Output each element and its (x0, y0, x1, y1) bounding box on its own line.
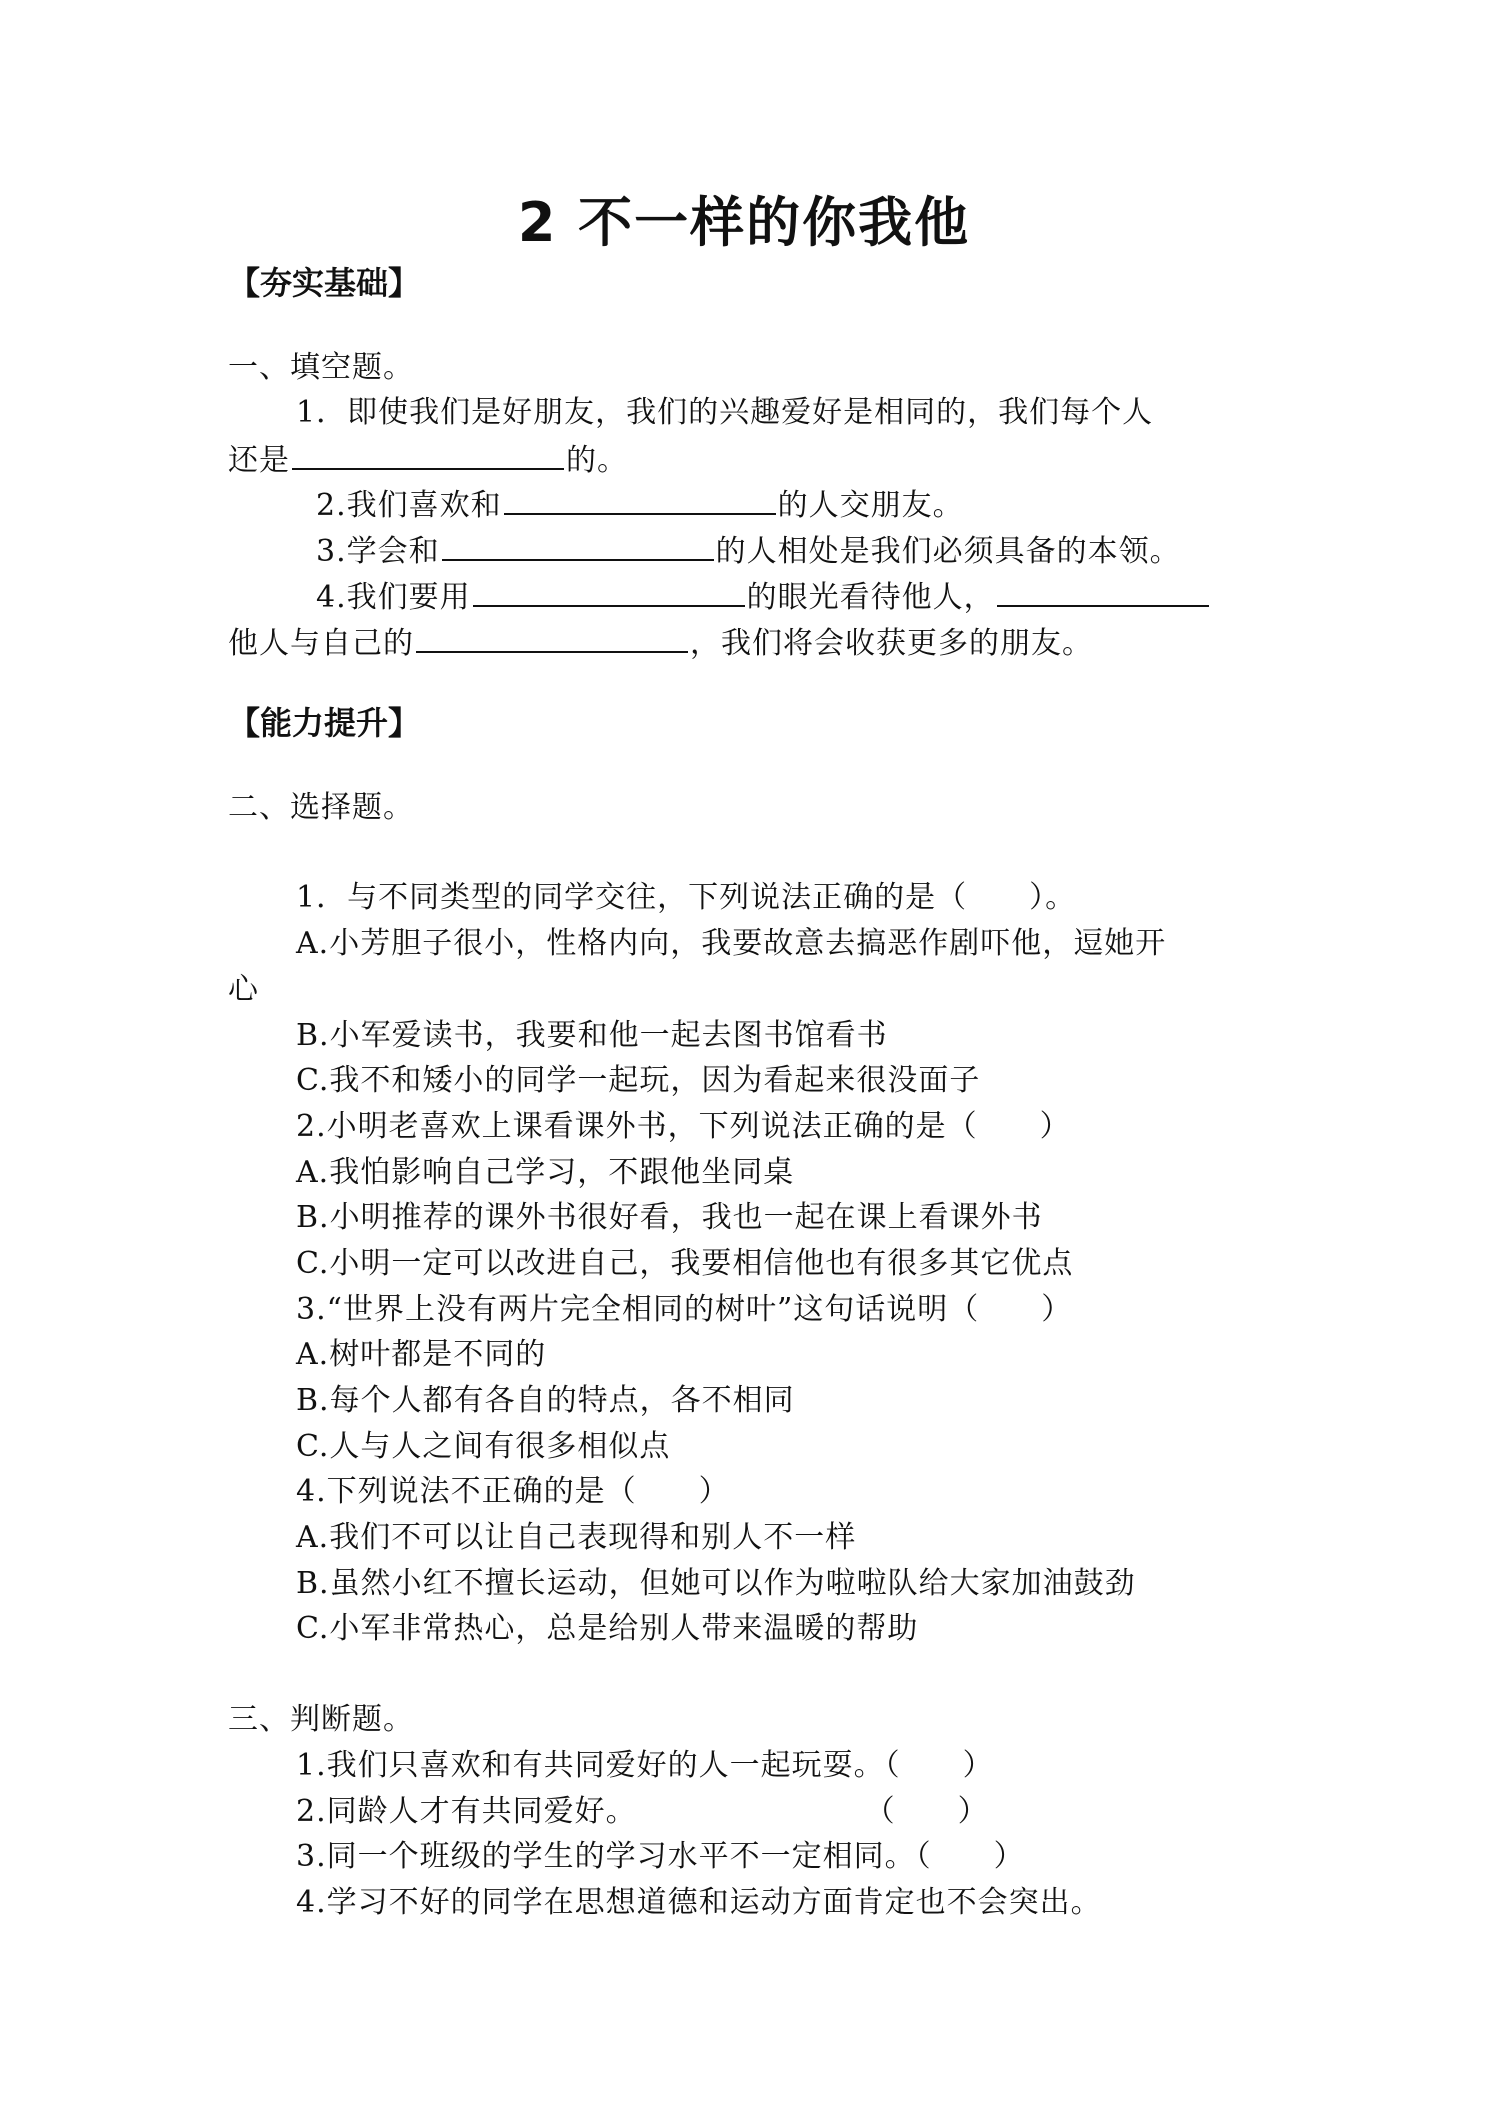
choice-q4: 4.下列说法不正确的是（ ） (296, 1474, 730, 1509)
choice-q3: 3.“世界上没有两片完全相同的树叶”这句话说明（ ） (296, 1292, 1073, 1327)
fill-q1-blank[interactable] (292, 438, 564, 470)
fill-q4-line2-suffix: ，我们将会收获更多的朋友。 (690, 626, 1093, 661)
choice-heading: 二、选择题。 (228, 790, 414, 825)
fill-q3-prefix: 3.学会和 (316, 534, 440, 569)
judge-q1: 1.我们只喜欢和有共同爱好的人一起玩耍。（ ） (296, 1748, 994, 1783)
choice-q2: 2.小明老喜欢上课看课外书，下列说法正确的是（ ） (296, 1109, 1071, 1144)
choice-q3-option-b[interactable]: B.每个人都有各自的特点，各不相同 (296, 1383, 795, 1418)
page-title: 2 不一样的你我他 (517, 191, 971, 254)
choice-q2-option-b[interactable]: B.小明推荐的课外书很好看，我也一起在课上看课外书 (296, 1200, 1043, 1235)
section-basic-heading: 【夯实基础】 (228, 264, 421, 302)
choice-q4-option-c[interactable]: C.小军非常热心，总是给别人带来温暖的帮助 (296, 1611, 919, 1646)
fill-q1-line1: 1．即使我们是好朋友，我们的兴趣爱好是相同的，我们每个人 (296, 395, 1154, 430)
fill-q4-line1 (316, 575, 1211, 618)
fill-q2-suffix: 的人交朋友。 (777, 488, 964, 523)
choice-q2-option-c[interactable]: C.小明一定可以改进自己，我要相信他也有很多其它优点 (296, 1246, 1074, 1281)
fill-q4-line2 (228, 621, 1093, 664)
fill-q4-middle: 的眼光看待他人， (746, 580, 995, 615)
fill-q1-suffix: 的。 (566, 443, 628, 478)
fill-q3-suffix: 的人相处是我们必须具备的本领。 (715, 534, 1181, 569)
choice-q3-option-c[interactable]: C.人与人之间有很多相似点 (296, 1429, 671, 1464)
fill-q2 (316, 483, 964, 526)
judge-q2 (296, 1792, 989, 1832)
judge-q4: 4.学习不好的同学在思想道德和运动方面肯定也不会突出。 (296, 1885, 1102, 1920)
fill-q2-prefix: 2.我们喜欢和 (316, 488, 502, 523)
fill-q4-blank-3[interactable] (416, 621, 688, 653)
fill-q3 (316, 529, 1181, 572)
choice-q1-option-c[interactable]: C.我不和矮小的同学一起玩，因为看起来很没面子 (296, 1063, 981, 1098)
choice-q1-option-a-line1[interactable]: A.小芳胆子很小，性格内向，我要故意去搞恶作剧吓他，逗她开 (296, 926, 1167, 961)
choice-q4-option-a[interactable]: A.我们不可以让自己表现得和别人不一样 (296, 1520, 857, 1555)
choice-q1: 1．与不同类型的同学交往，下列说法正确的是（ ）。 (296, 880, 1077, 915)
fill-q1-prefix: 还是 (228, 443, 290, 478)
judge-heading: 三、判断题。 (228, 1702, 414, 1737)
choice-q1-option-b[interactable]: B.小军爱读书，我要和他一起去图书馆看书 (296, 1018, 888, 1053)
fill-q1-line2 (228, 438, 628, 481)
choice-q4-option-b[interactable]: B.虽然小红不擅长运动，但她可以作为啦啦队给大家加油鼓劲 (296, 1566, 1136, 1601)
choice-q2-option-a[interactable]: A.我怕影响自己学习，不跟他坐同桌 (296, 1155, 795, 1190)
choice-q1-option-a-line2[interactable]: 心 (228, 972, 259, 1007)
section-advance-heading: 【能力提升】 (228, 704, 421, 742)
fill-q2-blank[interactable] (504, 483, 776, 515)
fill-q3-blank[interactable] (442, 529, 714, 561)
fill-heading: 一、填空题。 (228, 350, 414, 385)
fill-q4-line2-prefix: 他人与自己的 (228, 626, 414, 661)
fill-q4-prefix: 4.我们要用 (316, 580, 471, 615)
fill-q4-blank-1[interactable] (473, 575, 745, 607)
fill-q4-blank-2[interactable] (997, 575, 1209, 607)
judge-q3: 3.同一个班级的学生的学习水平不一定相同。（ ） (296, 1839, 1025, 1874)
judge-q2-text: 2.同龄人才有共同爱好。 (296, 1794, 637, 1829)
judge-q2-paren[interactable]: （ ） (864, 1794, 989, 1829)
choice-q3-option-a[interactable]: A.树叶都是不同的 (296, 1337, 547, 1372)
